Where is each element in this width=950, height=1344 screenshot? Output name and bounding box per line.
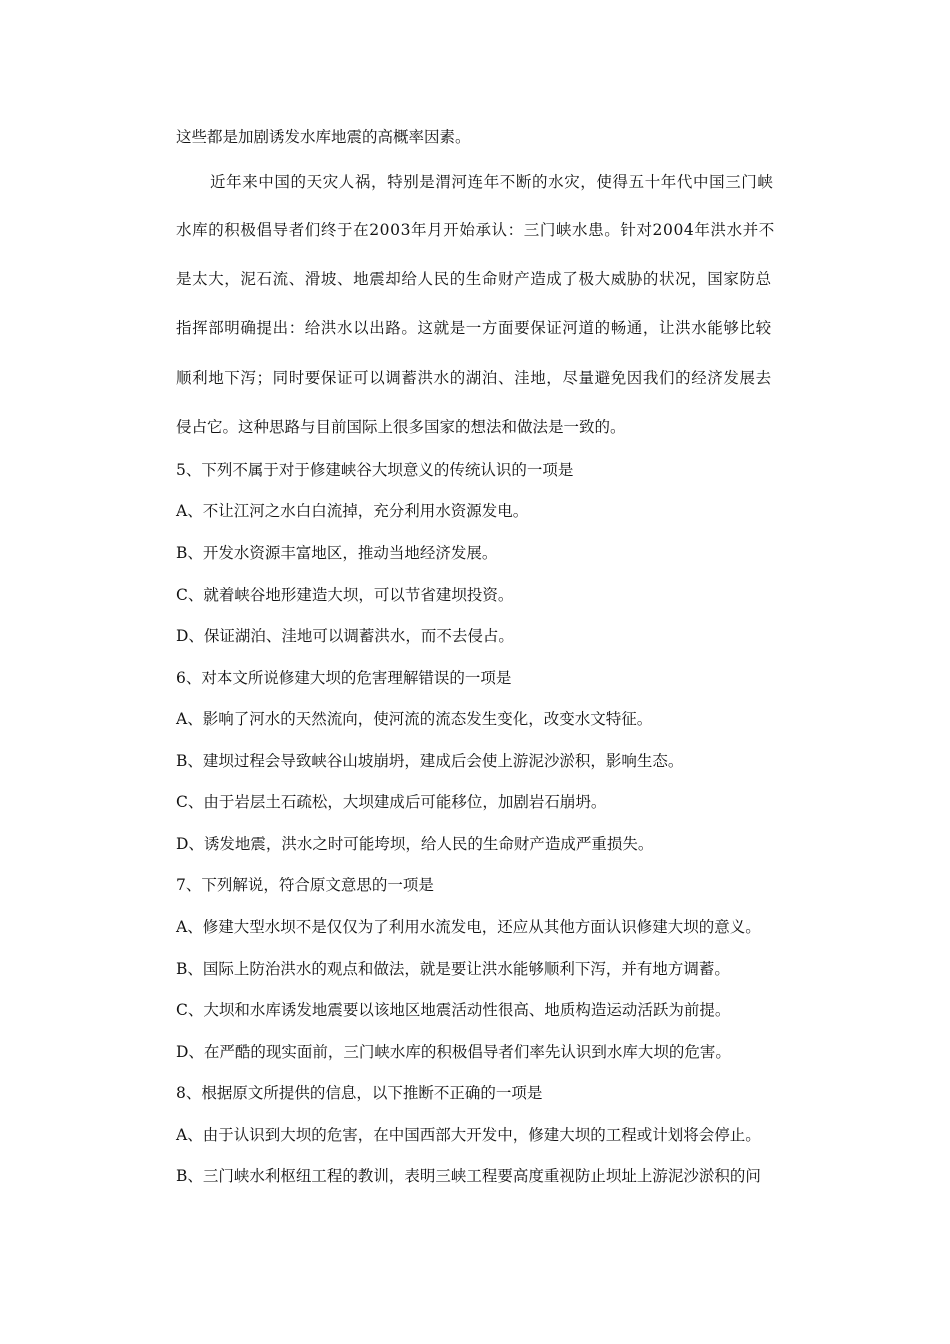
passage-line: 这些都是加剧诱发水库地震的高概率因素。: [176, 128, 471, 146]
answer-option: A、影响了河水的天然流向，使河流的流态发生变化，改变水文特征。: [176, 710, 653, 728]
answer-option: D、保证湖泊、洼地可以调蓄洪水，而不去侵占。: [176, 627, 514, 645]
answer-option: A、不让江河之水白白流掉，充分利用水资源发电。: [176, 502, 529, 520]
answer-option: C、大坝和水库诱发地震要以该地区地震活动性很高、地质构造运动活跃为前提。: [176, 1001, 731, 1019]
passage-line: 顺利地下泻；同时要保证可以调蓄洪水的湖泊、洼地，尽量避免因我们的经济发展去: [176, 369, 772, 387]
answer-option: B、建坝过程会导致峡谷山坡崩坍，建成后会使上游泥沙淤积，影响生态。: [176, 752, 684, 770]
passage-line: 近年来中国的天灾人祸，特别是渭河连年不断的水灾，使得五十年代中国三门峡: [210, 173, 774, 191]
answer-option: B、开发水资源丰富地区，推动当地经济发展。: [176, 544, 498, 562]
question-stem: 8、根据原文所提供的信息，以下推断不正确的一项是: [176, 1084, 543, 1102]
question-stem: 5、下列不属于对于修建峡谷大坝意义的传统认识的一项是: [176, 461, 574, 479]
passage-line: 是太大，泥石流、滑坡、地震却给人民的生命财产造成了极大威胁的状况，国家防总: [176, 270, 772, 288]
answer-option: D、在严酷的现实面前，三门峡水库的积极倡导者们率先认识到水库大坝的危害。: [176, 1043, 731, 1061]
passage-line: 侵占它。这种思路与目前国际上很多国家的想法和做法是一致的。: [176, 418, 626, 436]
answer-option: C、就着峡谷地形建造大坝，可以节省建坝投资。: [176, 586, 514, 604]
answer-option: C、由于岩层土石疏松，大坝建成后可能移位，加剧岩石崩坍。: [176, 793, 607, 811]
answer-option: D、诱发地震，洪水之时可能垮坝，给人民的生命财产造成严重损失。: [176, 835, 654, 853]
answer-option: B、三门峡水利枢纽工程的教训，表明三峡工程要高度重视防止坝址上游泥沙淤积的问: [176, 1167, 761, 1185]
passage-line: 指挥部明确提出：给洪水以出路。这就是一方面要保证河道的畅通，让洪水能够比较: [176, 319, 772, 337]
answer-option: B、国际上防治洪水的观点和做法，就是要让洪水能够顺利下泻，并有地方调蓄。: [176, 960, 730, 978]
question-stem: 6、对本文所说修建大坝的危害理解错误的一项是: [176, 669, 512, 687]
answer-option: A、由于认识到大坝的危害，在中国西部大开发中，修建大坝的工程或计划将会停止。: [176, 1126, 761, 1144]
question-stem: 7、下列解说，符合原文意思的一项是: [176, 876, 434, 894]
answer-option: A、修建大型水坝不是仅仅为了利用水流发电，还应从其他方面认识修建大坝的意义。: [176, 918, 761, 936]
passage-line: 水库的积极倡导者们终于在2003年月开始承认：三门峡水患。针对2004年洪水并不: [176, 221, 775, 239]
